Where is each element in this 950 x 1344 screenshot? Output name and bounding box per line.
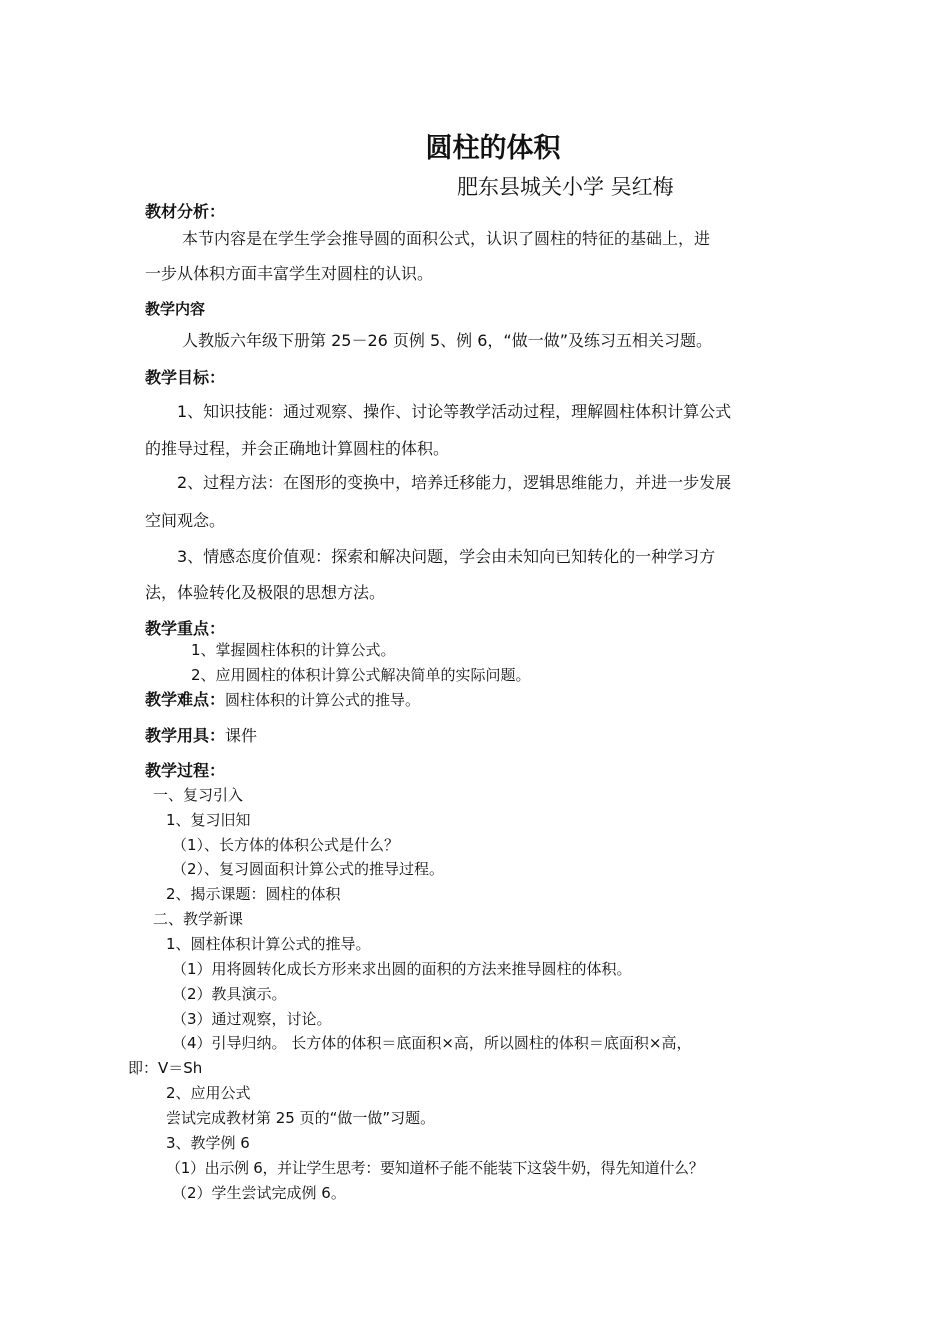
process-line: 二、教学新课	[153, 910, 244, 928]
keypoint-1: 1、掌握圆柱体积的计算公式。	[191, 641, 396, 659]
document-title: 圆柱的体积	[425, 133, 561, 164]
analysis-line-1: 本节内容是在学生学会推导圆的面积公式，认识了圆柱的特征的基础上，进	[182, 229, 711, 248]
tools-row	[145, 728, 257, 744]
goal-3-line-1: 3、情感态度价值观：探索和解决问题，学会由未知向已知转化的一种学习方	[177, 547, 716, 566]
difficulty-heading: 教学难点：	[145, 690, 226, 709]
process-line: 1、复习旧知	[166, 811, 251, 829]
document-author: 肥东县城关小学 吴红梅	[457, 175, 674, 199]
process-line: （4）引导归纳。 长方体的体积＝底面积×高，所以圆柱的体积＝底面积×高，	[172, 1034, 692, 1052]
goal-3-line-2: 法，体验转化及极限的思想方法。	[145, 583, 386, 602]
process-line: 3、教学例 6	[166, 1134, 250, 1152]
process-line: （2）学生尝试完成例 6。	[172, 1184, 346, 1202]
difficulty-text: 圆柱体积的计算公式的推导。	[225, 691, 421, 709]
tools-heading: 教学用具：	[145, 726, 226, 745]
goal-1-line-2: 的推导过程，并会正确地计算圆柱的体积。	[145, 439, 450, 458]
goals-heading: 教学目标：	[145, 368, 226, 387]
goal-2-line-1: 2、过程方法：在图形的变换中，培养迁移能力，逻辑思维能力，并进一步发展	[177, 473, 732, 492]
process-line: （2）教具演示。	[172, 985, 287, 1003]
process-line: （1）用将圆转化成长方形来求出圆的面积的方法来推导圆柱的体积。	[172, 960, 632, 978]
process-line: 尝试完成教材第 25 页的“做一做”习题。	[166, 1109, 436, 1127]
keypoint-2: 2、应用圆柱的体积计算公式解决简单的实际问题。	[191, 666, 531, 684]
difficulty-row	[145, 692, 420, 708]
process-line: （3）通过观察，讨论。	[172, 1010, 332, 1028]
process-line: 一、复习引入	[153, 786, 244, 804]
tools-text: 课件	[225, 726, 258, 745]
process-heading: 教学过程：	[145, 761, 226, 780]
analysis-line-2: 一步从体积方面丰富学生对圆柱的认识。	[145, 264, 434, 283]
process-line: 2、应用公式	[166, 1084, 251, 1102]
keypoints-heading: 教学重点：	[145, 619, 226, 638]
content-heading: 教学内容	[145, 300, 206, 318]
goal-2-line-2: 空间观念。	[145, 511, 226, 530]
process-line: （1）出示例 6，并让学生思考：要知道杯子能不能装下这袋牛奶，得先知道什么？	[166, 1159, 704, 1177]
process-line: 2、揭示课题：圆柱的体积	[166, 885, 341, 903]
process-line: （2）、复习圆面积计算公式的推导过程。	[172, 860, 445, 878]
process-line: （1）、长方体的体积公式是什么？	[172, 836, 400, 854]
process-line: 即：V＝Sh	[128, 1059, 203, 1077]
analysis-heading: 教材分析：	[145, 202, 226, 221]
content-line-1: 人教版六年级下册第 25－26 页例 5、例 6，“做一做”及练习五相关习题。	[182, 331, 713, 350]
goal-1-line-1: 1、知识技能：通过观察、操作、讨论等教学活动过程，理解圆柱体积计算公式	[177, 402, 732, 421]
process-line: 1、圆柱体积计算公式的推导。	[166, 935, 371, 953]
